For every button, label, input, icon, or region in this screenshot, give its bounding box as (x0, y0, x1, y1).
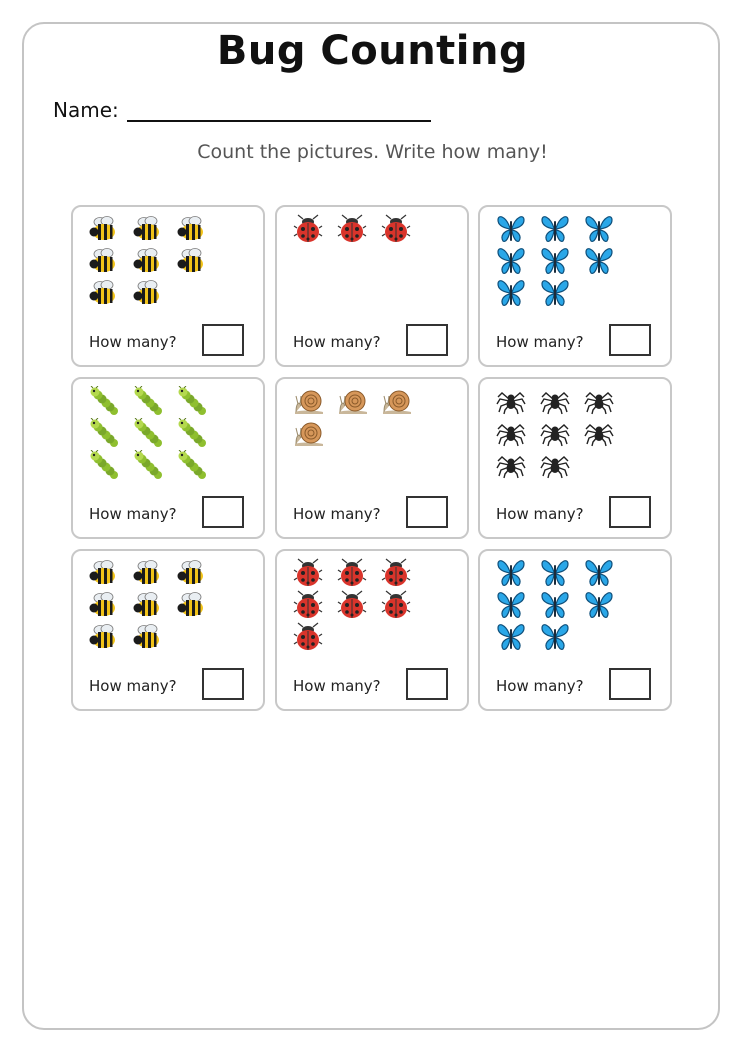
counting-card (275, 205, 469, 367)
name-label: Name: (53, 98, 119, 122)
instructions: Count the pictures. Write how many! (197, 141, 548, 163)
butterfly-icon (540, 246, 584, 276)
answer-box[interactable] (406, 496, 448, 528)
bug-picture-group (89, 213, 229, 309)
bug-picture-group (89, 385, 229, 481)
butterfly-icon (496, 214, 540, 244)
answer-box[interactable] (202, 668, 244, 700)
bug-picture-group (293, 557, 433, 653)
spider-icon (584, 386, 628, 416)
answer-box[interactable] (406, 324, 448, 356)
bee-icon (133, 214, 177, 244)
ladybug-icon (381, 558, 425, 588)
butterfly-icon (584, 214, 628, 244)
bee-icon (133, 590, 177, 620)
caterpillar-icon (133, 386, 177, 416)
counting-card (71, 377, 265, 539)
bee-icon (177, 246, 221, 276)
spider-icon (496, 418, 540, 448)
counting-card (478, 377, 672, 539)
bee-icon (133, 558, 177, 588)
spider-icon (540, 418, 584, 448)
spider-icon (540, 386, 584, 416)
bee-icon (177, 558, 221, 588)
caterpillar-icon (89, 386, 133, 416)
butterfly-icon (540, 622, 584, 652)
ladybug-icon (381, 214, 425, 244)
spider-icon (584, 418, 628, 448)
answer-box[interactable] (202, 496, 244, 528)
bee-icon (177, 214, 221, 244)
butterfly-icon (496, 246, 540, 276)
butterfly-icon (584, 558, 628, 588)
caterpillar-icon (177, 450, 221, 480)
butterfly-icon (496, 590, 540, 620)
counting-card (275, 377, 469, 539)
bug-picture-group (496, 385, 636, 481)
how-many-label: How many? (293, 505, 381, 523)
name-input-line[interactable] (127, 100, 431, 122)
ladybug-icon (293, 214, 337, 244)
how-many-label: How many? (293, 677, 381, 695)
caterpillar-icon (89, 450, 133, 480)
spider-icon (540, 450, 584, 480)
bee-icon (89, 558, 133, 588)
bee-icon (89, 278, 133, 308)
butterfly-icon (540, 590, 584, 620)
bee-icon (177, 590, 221, 620)
how-many-label: How many? (89, 505, 177, 523)
bug-picture-group (293, 213, 433, 245)
ladybug-icon (293, 622, 337, 652)
caterpillar-icon (177, 418, 221, 448)
counting-card (478, 205, 672, 367)
snail-icon (293, 386, 337, 416)
bug-picture-group (496, 213, 636, 309)
answer-box[interactable] (202, 324, 244, 356)
butterfly-icon (540, 214, 584, 244)
ladybug-icon (293, 558, 337, 588)
bug-picture-group (496, 557, 636, 653)
counting-card (71, 549, 265, 711)
caterpillar-icon (177, 386, 221, 416)
ladybug-icon (337, 558, 381, 588)
answer-box[interactable] (609, 496, 651, 528)
butterfly-icon (584, 246, 628, 276)
ladybug-icon (337, 590, 381, 620)
butterfly-icon (540, 278, 584, 308)
butterfly-icon (496, 558, 540, 588)
bee-icon (89, 246, 133, 276)
bee-icon (89, 590, 133, 620)
counting-card (71, 205, 265, 367)
answer-box[interactable] (609, 324, 651, 356)
how-many-label: How many? (496, 677, 584, 695)
ladybug-icon (293, 590, 337, 620)
bee-icon (89, 214, 133, 244)
how-many-label: How many? (496, 505, 584, 523)
caterpillar-icon (133, 418, 177, 448)
ladybug-icon (337, 214, 381, 244)
bee-icon (133, 278, 177, 308)
worksheet-title: Bug Counting (216, 28, 529, 74)
how-many-label: How many? (293, 333, 381, 351)
bug-picture-group (89, 557, 229, 653)
ladybug-icon (381, 590, 425, 620)
spider-icon (496, 450, 540, 480)
butterfly-icon (584, 590, 628, 620)
snail-icon (381, 386, 425, 416)
butterfly-icon (496, 278, 540, 308)
bug-picture-group (293, 385, 433, 449)
butterfly-icon (496, 622, 540, 652)
caterpillar-icon (133, 450, 177, 480)
counting-card (478, 549, 672, 711)
how-many-label: How many? (89, 677, 177, 695)
how-many-label: How many? (89, 333, 177, 351)
answer-box[interactable] (406, 668, 448, 700)
snail-icon (337, 386, 381, 416)
spider-icon (496, 386, 540, 416)
answer-box[interactable] (609, 668, 651, 700)
bee-icon (133, 622, 177, 652)
snail-icon (293, 418, 337, 448)
butterfly-icon (540, 558, 584, 588)
name-row (53, 98, 431, 122)
counting-card (275, 549, 469, 711)
bee-icon (89, 622, 133, 652)
how-many-label: How many? (496, 333, 584, 351)
bee-icon (133, 246, 177, 276)
caterpillar-icon (89, 418, 133, 448)
